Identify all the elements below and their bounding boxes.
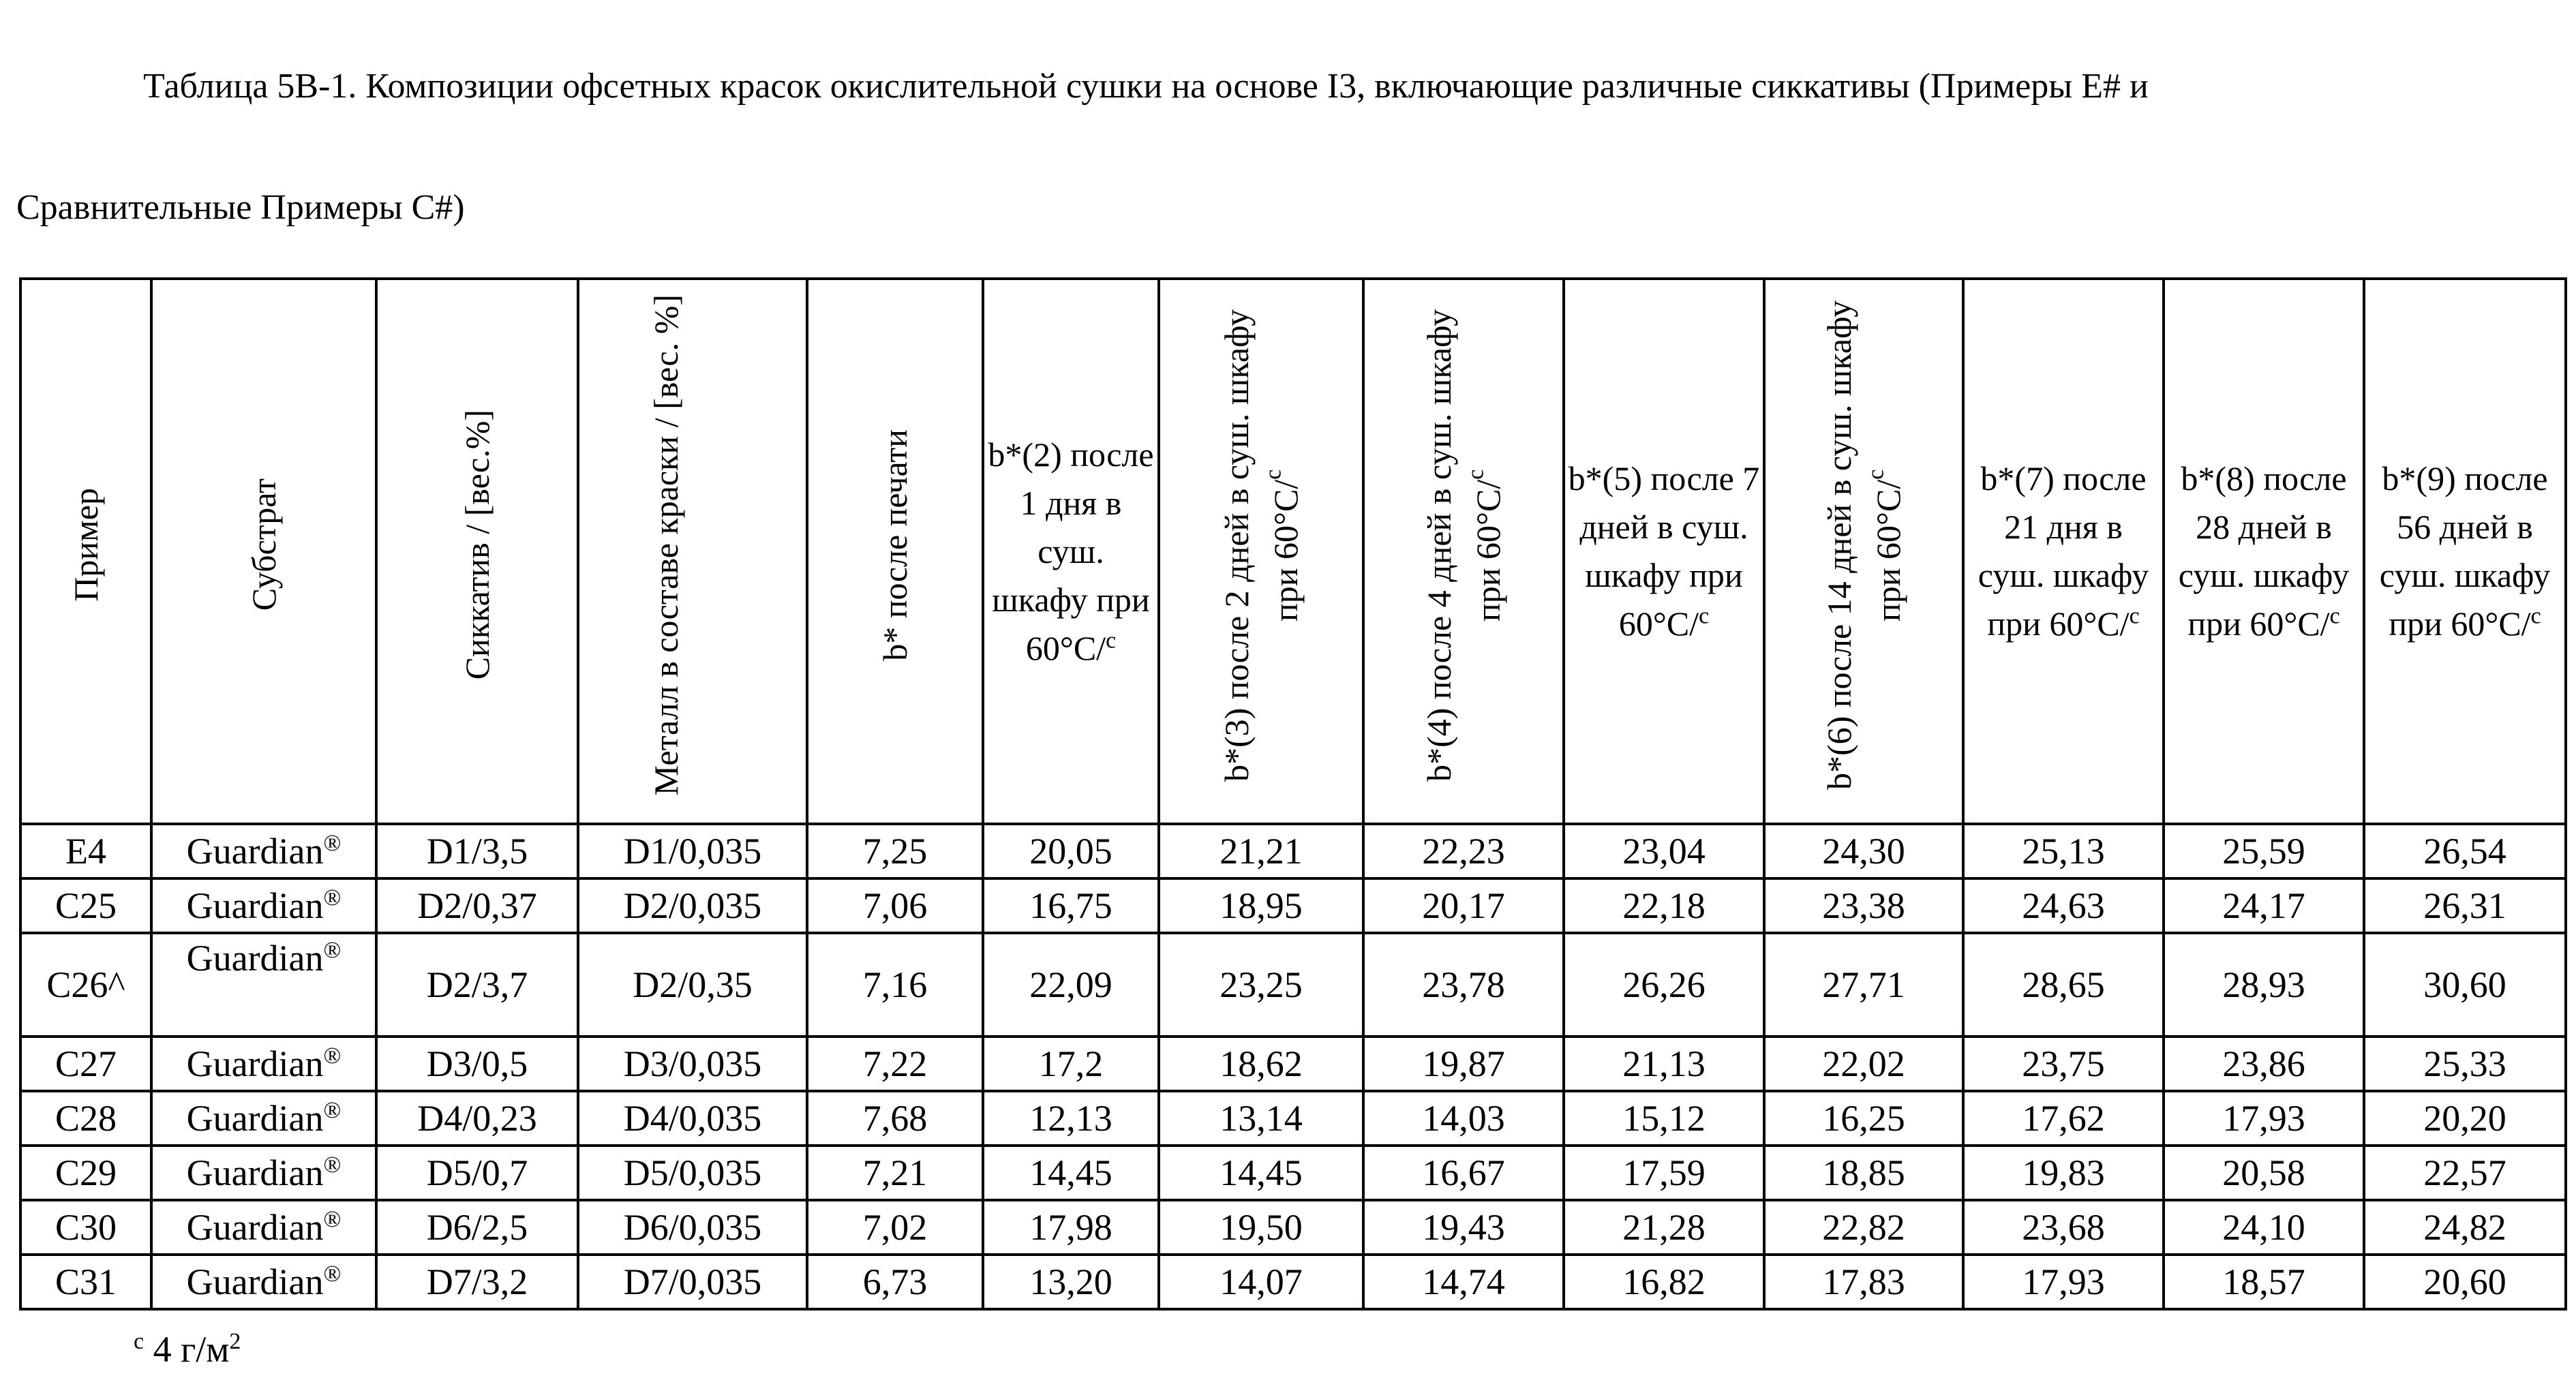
- cell-b9: 22,57: [2364, 1146, 2566, 1200]
- cell-substrate: Guardian®: [151, 1037, 376, 1091]
- cell-b3: 19,50: [1159, 1200, 1363, 1255]
- cell-siccative: D2/0,37: [376, 878, 578, 933]
- table-row: [20, 1146, 2566, 1200]
- cell-substrate: Guardian®: [151, 933, 376, 1037]
- cell-b2: 20,05: [983, 824, 1159, 878]
- header-metal: Металл в составе краски / [вес. %]: [578, 279, 807, 824]
- footnote-marker: c: [134, 1329, 145, 1354]
- cell-siccative: D2/3,7: [376, 933, 578, 1037]
- registered-mark: ®: [323, 831, 342, 856]
- table-row: [20, 1037, 2566, 1091]
- cell-b5: 22,18: [1564, 878, 1764, 933]
- header-b8-sup: c: [2329, 603, 2340, 629]
- cell-metal: D1/0,035: [578, 824, 807, 878]
- header-b3-sup: c: [1260, 468, 1286, 479]
- caption-line-2: Сравнительные Примеры C#): [16, 188, 465, 227]
- cell-b8: 25,59: [2164, 824, 2364, 878]
- cell-b9: 30,60: [2364, 933, 2566, 1037]
- cell-example: C30: [20, 1200, 151, 1255]
- cell-metal: D2/0,35: [578, 933, 807, 1037]
- cell-metal: D3/0,035: [578, 1037, 807, 1091]
- cell-b3: 14,45: [1159, 1146, 1363, 1200]
- cell-b6: 17,83: [1764, 1255, 1963, 1309]
- header-b6: b*(6) после 14 дней в суш. шкафу при 60°C/$^c$: [1764, 279, 1963, 824]
- footnote-exponent: 2: [229, 1329, 241, 1354]
- cell-b5: 21,28: [1564, 1200, 1764, 1255]
- cell-b8: 28,93: [2164, 933, 2364, 1037]
- registered-mark: ®: [323, 1261, 342, 1287]
- drying-ink-table: [19, 277, 2567, 1310]
- registered-mark: ®: [323, 1152, 342, 1178]
- cell-metal: D5/0,035: [578, 1146, 807, 1200]
- header-b7: b*(7) после 21 дня в суш. шкафу при 60°C/$^c$: [1963, 279, 2164, 824]
- table-row: [20, 1200, 2566, 1255]
- cell-b7: 25,13: [1963, 824, 2164, 878]
- cell-b1: 7,25: [807, 824, 983, 878]
- header-b3: b*(3) после 2 дней в суш. шкафу при 60°C/$^c$: [1159, 279, 1363, 824]
- table-caption: [16, 26, 2566, 269]
- header-b5: b*(5) после 7 дней в суш. шкафу при 60°C/$^c$: [1564, 279, 1764, 824]
- cell-b4: 19,87: [1363, 1037, 1564, 1091]
- cell-b5: 21,13: [1564, 1037, 1764, 1091]
- cell-b1: 7,16: [807, 933, 983, 1037]
- cell-b2: 17,98: [983, 1200, 1159, 1255]
- cell-b9: 25,33: [2364, 1037, 2566, 1091]
- cell-b6: 22,02: [1764, 1037, 1963, 1091]
- header-siccative: Сиккатив / [вес.%]: [376, 279, 578, 824]
- cell-metal: D7/0,035: [578, 1255, 807, 1309]
- cell-b1: 7,68: [807, 1091, 983, 1146]
- header-b9-sup: c: [2530, 603, 2541, 629]
- cell-b9: 20,20: [2364, 1091, 2566, 1146]
- cell-b9: 26,31: [2364, 878, 2566, 933]
- caption-line-1: Таблица 5B-1. Композиции офсетных красок окислительной сушки на основе I3, включающие различные сиккативы (Примеры E# и: [143, 67, 2149, 106]
- cell-b3: 18,95: [1159, 878, 1363, 933]
- header-b2: b*(2) после 1 дня в суш. шкафу при 60°C/$^c$: [983, 279, 1159, 824]
- header-b4: b*(4) после 4 дней в суш. шкафу при 60°C/$^c$: [1363, 279, 1564, 824]
- registered-mark: ®: [323, 885, 342, 910]
- cell-b1: 7,02: [807, 1200, 983, 1255]
- cell-substrate: Guardian®: [151, 1146, 376, 1200]
- cell-b6: 23,38: [1764, 878, 1963, 933]
- cell-b8: 24,10: [2164, 1200, 2364, 1255]
- cell-b6: 27,71: [1764, 933, 1963, 1037]
- footnote-text: 4 г/м: [144, 1329, 230, 1370]
- registered-mark: ®: [323, 1043, 342, 1069]
- footnote: [134, 1325, 241, 1373]
- cell-b6: 22,82: [1764, 1200, 1963, 1255]
- cell-b7: 24,63: [1963, 878, 2164, 933]
- cell-substrate: Guardian®: [151, 878, 376, 933]
- registered-mark: ®: [323, 938, 342, 963]
- cell-siccative: D7/3,2: [376, 1255, 578, 1309]
- cell-example: C28: [20, 1091, 151, 1146]
- cell-b4: 20,17: [1363, 878, 1564, 933]
- cell-b7: 23,68: [1963, 1200, 2164, 1255]
- table-row: [20, 933, 2566, 1037]
- cell-b3: 23,25: [1159, 933, 1363, 1037]
- cell-substrate: Guardian®: [151, 1091, 376, 1146]
- registered-mark: ®: [323, 1098, 342, 1123]
- cell-b6: 16,25: [1764, 1091, 1963, 1146]
- header-b2-sup: c: [1106, 627, 1117, 653]
- cell-b7: 17,93: [1963, 1255, 2164, 1309]
- cell-siccative: D5/0,7: [376, 1146, 578, 1200]
- cell-b5: 17,59: [1564, 1146, 1764, 1200]
- cell-b8: 20,58: [2164, 1146, 2364, 1200]
- header-example: Пример: [20, 279, 151, 824]
- cell-b4: 19,43: [1363, 1200, 1564, 1255]
- header-row: [20, 279, 2566, 824]
- cell-example: C29: [20, 1146, 151, 1200]
- cell-siccative: D4/0,23: [376, 1091, 578, 1146]
- header-b9: b*(9) после 56 дней в суш. шкафу при 60°C/$^c$: [2364, 279, 2566, 824]
- cell-metal: D4/0,035: [578, 1091, 807, 1146]
- cell-b3: 21,21: [1159, 824, 1363, 878]
- cell-metal: D6/0,035: [578, 1200, 807, 1255]
- cell-example: E4: [20, 824, 151, 878]
- cell-b8: 23,86: [2164, 1037, 2364, 1091]
- cell-b1: 6,73: [807, 1255, 983, 1309]
- cell-siccative: D6/2,5: [376, 1200, 578, 1255]
- cell-b7: 17,62: [1963, 1091, 2164, 1146]
- cell-b8: 17,93: [2164, 1091, 2364, 1146]
- cell-b3: 14,07: [1159, 1255, 1363, 1309]
- cell-b1: 7,22: [807, 1037, 983, 1091]
- cell-b3: 13,14: [1159, 1091, 1363, 1146]
- cell-b7: 28,65: [1963, 933, 2164, 1037]
- table-row: [20, 878, 2566, 933]
- cell-b9: 26,54: [2364, 824, 2566, 878]
- header-b4-sup: c: [1463, 468, 1489, 479]
- cell-example: C26^: [20, 933, 151, 1037]
- cell-b8: 24,17: [2164, 878, 2364, 933]
- cell-b2: 16,75: [983, 878, 1159, 933]
- cell-b2: 13,20: [983, 1255, 1159, 1309]
- cell-b9: 20,60: [2364, 1255, 2566, 1309]
- cell-b8: 18,57: [2164, 1255, 2364, 1309]
- cell-substrate: Guardian®: [151, 1200, 376, 1255]
- cell-b6: 24,30: [1764, 824, 1963, 878]
- cell-b2: 22,09: [983, 933, 1159, 1037]
- header-substrate: Субстрат: [151, 279, 376, 824]
- cell-b4: 16,67: [1363, 1146, 1564, 1200]
- cell-b5: 26,26: [1564, 933, 1764, 1037]
- cell-b5: 23,04: [1564, 824, 1764, 878]
- cell-b2: 12,13: [983, 1091, 1159, 1146]
- cell-b1: 7,06: [807, 878, 983, 933]
- cell-b7: 23,75: [1963, 1037, 2164, 1091]
- table-row: [20, 1091, 2566, 1146]
- cell-b4: 14,74: [1363, 1255, 1564, 1309]
- cell-substrate: Guardian®: [151, 1255, 376, 1309]
- registered-mark: ®: [323, 1207, 342, 1232]
- cell-example: C31: [20, 1255, 151, 1309]
- header-b6-sup: c: [1863, 468, 1889, 479]
- table-body: [20, 824, 2566, 1309]
- cell-b9: 24,82: [2364, 1200, 2566, 1255]
- cell-substrate: Guardian®: [151, 824, 376, 878]
- cell-b3: 18,62: [1159, 1037, 1363, 1091]
- cell-metal: D2/0,035: [578, 878, 807, 933]
- cell-b2: 17,2: [983, 1037, 1159, 1091]
- header-b8: b*(8) после 28 дней в суш. шкафу при 60°C/$^c$: [2164, 279, 2364, 824]
- cell-b5: 15,12: [1564, 1091, 1764, 1146]
- header-b7-sup: c: [2129, 603, 2140, 629]
- cell-b4: 23,78: [1363, 933, 1564, 1037]
- header-b5-sup: c: [1699, 603, 1710, 629]
- cell-example: C27: [20, 1037, 151, 1091]
- cell-b5: 16,82: [1564, 1255, 1764, 1309]
- table-row: [20, 824, 2566, 878]
- cell-b6: 18,85: [1764, 1146, 1963, 1200]
- cell-siccative: D3/0,5: [376, 1037, 578, 1091]
- cell-b2: 14,45: [983, 1146, 1159, 1200]
- cell-example: C25: [20, 878, 151, 933]
- cell-b7: 19,83: [1963, 1146, 2164, 1200]
- cell-siccative: D1/3,5: [376, 824, 578, 878]
- header-b1: b* после печати: [807, 279, 983, 824]
- cell-b1: 7,21: [807, 1146, 983, 1200]
- cell-b4: 14,03: [1363, 1091, 1564, 1146]
- table-row: [20, 1255, 2566, 1309]
- cell-b4: 22,23: [1363, 824, 1564, 878]
